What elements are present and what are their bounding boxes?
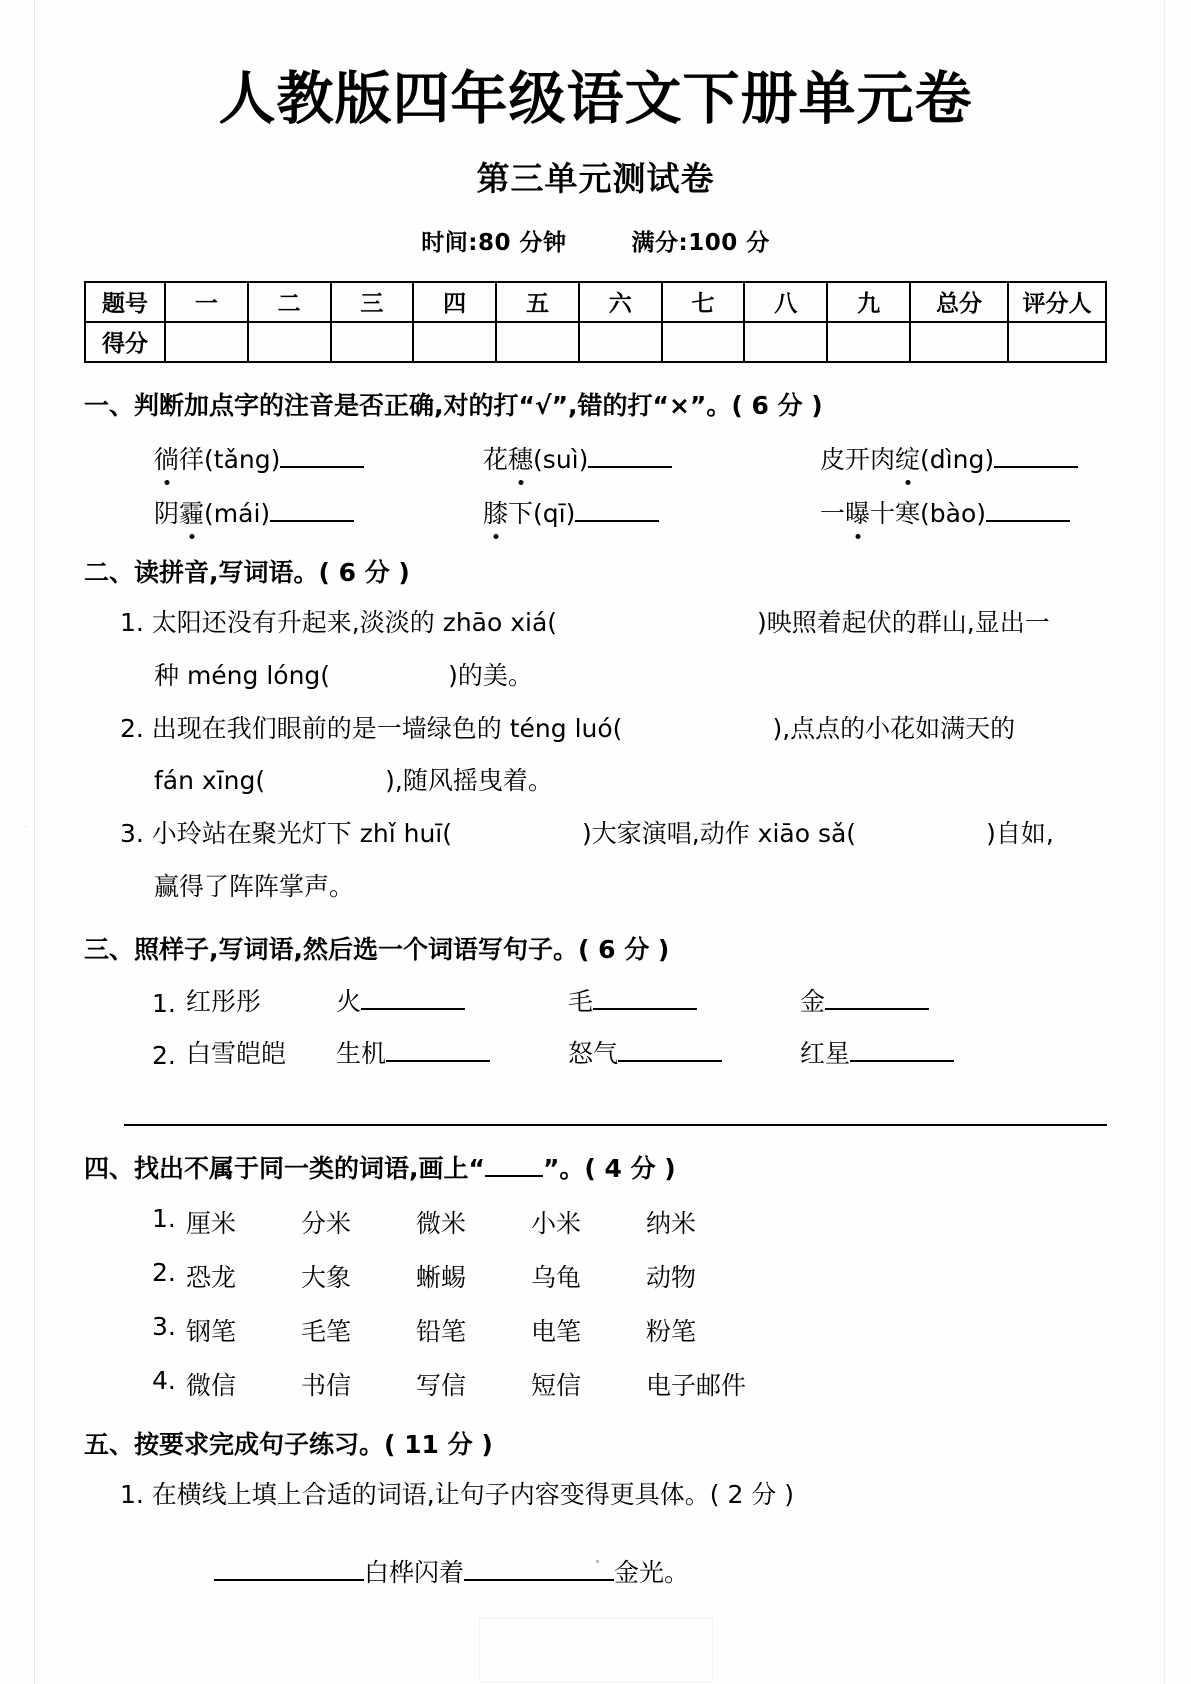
dotted-char: 霾 <box>179 494 204 530</box>
section-3-row-2-cell-1-blank[interactable] <box>386 1060 490 1062</box>
section-4-row-1-word-1[interactable]: 厘米 <box>186 1209 237 1239</box>
score-cell-2[interactable] <box>248 322 331 362</box>
section-2-q3-line2-a: 赢得了阵阵掌声。 <box>154 871 355 901</box>
section-3-row-1-cell-1-label: 火 <box>336 987 362 1017</box>
section-2-q3-line1-b: )大家演唱,动作 xiāo sǎ( <box>582 819 857 849</box>
section-2-heading: 二、读拼音,写词语。( 6 分 ) <box>84 558 410 588</box>
section-2-q2-line2-a: fán xīng( <box>154 766 266 796</box>
section-5-heading: 五、按要求完成句子练习。( 11 分 ) <box>84 1430 493 1460</box>
section-1-item-5 <box>441 494 770 530</box>
section-4-heading-tail: ”。( 4 分 ) <box>542 1154 676 1184</box>
score-table-header-row <box>85 282 1106 322</box>
score-cell-3[interactable] <box>331 322 414 362</box>
dotted-char: 膝 <box>483 494 508 530</box>
score-cell-4[interactable] <box>413 322 496 362</box>
score-cell-5[interactable] <box>496 322 579 362</box>
section-1-item-6-blank[interactable] <box>986 520 1070 522</box>
section-3-row-2-cell-2-label: 怒气 <box>568 1039 619 1069</box>
score-col-6: 六 <box>579 282 662 322</box>
section-4-row-4-index: 4. <box>152 1366 176 1396</box>
section-2-q3-line1-a: 3. 小玲站在聚光灯下 zhǐ huī( <box>120 819 452 849</box>
section-2-q3-line2 <box>84 868 1107 907</box>
paper-content <box>84 0 1107 1589</box>
section-5-fill-mid: 白桦闪着 <box>364 1557 465 1587</box>
paper-subtitle: 第三单元测试卷 <box>476 158 715 198</box>
section-2-q1-line1-b: )映照着起伏的群山,显出一 <box>757 608 1050 638</box>
section-2-q2-line2-b: ),随风摇曳着。 <box>385 766 553 796</box>
dotted-char: 穗 <box>508 440 533 476</box>
section-4-row-4-word-2[interactable]: 书信 <box>301 1371 352 1401</box>
section-1-row-1 <box>84 440 1107 476</box>
score-cell-7[interactable] <box>662 322 745 362</box>
section-3-row-1-index: 1. <box>152 989 176 1019</box>
time-limit-label: 时间:80 分钟 <box>421 229 567 256</box>
section-4-row-4-word-3[interactable]: 写信 <box>416 1371 467 1401</box>
section-1-item-6-word: 一曝十寒(bào) <box>820 499 986 528</box>
section-2-q2-line2 <box>84 762 1107 801</box>
section-2-q2-line1-a: 2. 出现在我们眼前的是一墙绿色的 téng luó( <box>120 713 623 743</box>
section-3-row-1-sample: 红彤彤 <box>186 987 262 1017</box>
section-1-item-5-word: 膝下(qī) <box>483 499 575 528</box>
section-1-item-2-blank[interactable] <box>588 466 672 468</box>
total-score-label: 满分:100 分 <box>631 229 770 256</box>
score-table <box>84 281 1107 363</box>
section-3-row-2-sample: 白雪皑皑 <box>186 1039 287 1069</box>
section-3-row-2-cell-2 <box>568 1034 800 1070</box>
section-4-row-3-word-3[interactable]: 铅笔 <box>416 1317 467 1347</box>
section-4-row-3-word-5[interactable]: 粉笔 <box>646 1317 697 1347</box>
footer-placeholder-box <box>479 1618 713 1682</box>
section-5-fill-end: 金光。 <box>614 1557 690 1587</box>
section-5-blank-1[interactable] <box>214 1579 364 1581</box>
score-col-8: 八 <box>744 282 827 322</box>
page-edge-artifact-left <box>34 0 35 1684</box>
section-4-heading-main: 四、找出不属于同一类的词语,画上“ <box>84 1154 485 1184</box>
page-title: 人教版四年级语文下册单元卷 <box>218 66 973 132</box>
section-1-item-1-word: 徜徉(tǎng) <box>154 445 280 474</box>
section-4-heading <box>84 1152 1107 1186</box>
section-1-item-1-blank[interactable] <box>280 466 364 468</box>
section-2-q3-line1-c: )自如, <box>986 819 1054 849</box>
page-edge-artifact-right <box>1164 0 1165 1684</box>
section-4-row-2-word-5[interactable]: 动物 <box>646 1263 697 1293</box>
section-4-row-2-word-1[interactable]: 恐龙 <box>186 1263 237 1293</box>
section-1-heading: 一、判断加点字的注音是否正确,对的打“√”,错的打“×”。( 6 分 ) <box>84 390 823 420</box>
section-3-row-2-cell-1-label: 生机 <box>336 1039 387 1069</box>
score-cell-grader[interactable] <box>1008 322 1106 362</box>
score-table-row-label-2: 得分 <box>85 322 165 362</box>
section-1-item-3-blank[interactable] <box>994 466 1078 468</box>
section-1-item-4 <box>120 494 441 530</box>
score-col-4: 四 <box>413 282 496 322</box>
score-col-2: 二 <box>248 282 331 322</box>
section-3-row-2-cell-1 <box>336 1034 568 1070</box>
section-3-row-1-cell-3 <box>800 982 1032 1018</box>
dotted-char: 绽 <box>895 440 920 476</box>
section-5-blank-2[interactable] <box>464 1579 614 1581</box>
section-4-row-1-word-4[interactable]: 小米 <box>531 1209 582 1239</box>
score-cell-9[interactable] <box>827 322 910 362</box>
section-4-row-3-index: 3. <box>152 1312 176 1342</box>
score-cell-6[interactable] <box>579 322 662 362</box>
score-table-row-label-1: 题号 <box>85 282 165 322</box>
score-col-total: 总分 <box>910 282 1008 322</box>
section-1-item-3 <box>770 440 1107 476</box>
section-2-q1-line2-b: )的美。 <box>448 660 533 690</box>
section-1-item-6 <box>770 494 1107 530</box>
section-1-item-1 <box>120 440 441 476</box>
section-2-q2-line1 <box>84 710 1107 749</box>
section-4-row-1 <box>84 1204 1107 1240</box>
section-3-sentence-writing-line[interactable] <box>124 1124 1107 1126</box>
section-4-row-2-word-3[interactable]: 蜥蜴 <box>416 1263 467 1293</box>
section-1-item-3-word: 皮开肉绽(dìng) <box>820 445 994 474</box>
section-2-q3-line1 <box>84 815 1107 854</box>
section-1-item-2 <box>441 440 770 476</box>
section-4-row-4-word-4[interactable]: 短信 <box>531 1371 582 1401</box>
section-2-q1-line1-a: 1. 太阳还没有升起来,淡淡的 zhāo xiá( <box>120 608 558 638</box>
section-3-heading: 三、照样子,写词语,然后选一个词语写句子。( 6 分 ) <box>84 934 670 964</box>
score-cell-total[interactable] <box>910 322 1008 362</box>
section-4-row-4-word-1[interactable]: 微信 <box>186 1371 237 1401</box>
section-3-row-2-cell-3 <box>800 1034 1032 1070</box>
section-3-row-1-cell-3-label: 金 <box>800 987 826 1017</box>
section-3-row-1-cell-1 <box>336 982 568 1018</box>
section-4-row-3 <box>84 1312 1107 1348</box>
dotted-char: 徜 <box>154 440 179 476</box>
section-4-row-4 <box>84 1366 1107 1402</box>
section-3-row-2-cell-2-blank[interactable] <box>618 1060 722 1062</box>
section-2-q1-line1 <box>84 604 1107 643</box>
section-4-row-3-word-1[interactable]: 钢笔 <box>186 1317 237 1347</box>
section-5-fill-line <box>84 1553 1107 1589</box>
score-cell-8[interactable] <box>744 322 827 362</box>
section-3-row-1-cell-2-label: 毛 <box>568 987 594 1017</box>
score-col-9: 九 <box>827 282 910 322</box>
section-2-q1-line2 <box>84 657 1107 696</box>
footer-speck <box>596 1560 599 1563</box>
scan-speck: · <box>24 822 28 833</box>
section-4-row-1-word-5[interactable]: 纳米 <box>646 1209 697 1239</box>
score-col-7: 七 <box>662 282 745 322</box>
section-3-row-2-cell-3-label: 红星 <box>800 1039 851 1069</box>
score-col-5: 五 <box>496 282 579 322</box>
section-4-heading-underline-sample <box>485 1175 543 1177</box>
section-3-row-1-cell-2-blank[interactable] <box>593 1008 697 1010</box>
section-1-item-4-blank[interactable] <box>270 520 354 522</box>
section-4-row-4-word-5[interactable]: 电子邮件 <box>646 1371 747 1401</box>
score-col-3: 三 <box>331 282 414 322</box>
section-1-row-2 <box>84 494 1107 530</box>
section-1-item-5-blank[interactable] <box>575 520 659 522</box>
exam-info <box>84 224 1107 257</box>
section-4-row-1-index: 1. <box>152 1204 176 1234</box>
section-3-row-1-cell-1-blank[interactable] <box>361 1008 465 1010</box>
section-3-row-2 <box>84 1034 1107 1070</box>
section-5-q1-text: 1. 在横线上填上合适的词语,让句子内容变得更具体。( 2 分 ) <box>120 1479 795 1509</box>
section-4-row-2-word-4[interactable]: 乌龟 <box>531 1263 582 1293</box>
score-table-value-row <box>85 322 1106 362</box>
section-4-row-3-word-2[interactable]: 毛笔 <box>301 1317 352 1347</box>
dotted-char: 曝 <box>845 494 870 530</box>
section-3-row-1-cell-3-blank[interactable] <box>825 1008 929 1010</box>
section-3-row-2-index: 2. <box>152 1041 176 1071</box>
section-1-item-2-word: 花穗(suì) <box>483 445 588 474</box>
section-3-row-1 <box>84 982 1107 1018</box>
section-1-item-4-word: 阴霾(mái) <box>154 499 270 528</box>
section-2-q2-line1-b: ),点点的小花如满天的 <box>772 713 1016 743</box>
section-2-q1-line2-a: 种 méng lóng( <box>154 660 331 690</box>
section-3-row-2-cell-3-blank[interactable] <box>850 1060 954 1062</box>
score-cell-1[interactable] <box>165 322 248 362</box>
section-3-row-1-cell-2 <box>568 982 800 1018</box>
section-4-row-2 <box>84 1258 1107 1294</box>
section-4-row-2-index: 2. <box>152 1258 176 1288</box>
section-4-row-1-word-2[interactable]: 分米 <box>301 1209 352 1239</box>
score-col-1: 一 <box>165 282 248 322</box>
score-col-grader: 评分人 <box>1008 282 1106 322</box>
section-4-row-3-word-4[interactable]: 电笔 <box>531 1317 582 1347</box>
section-4-row-1-word-3[interactable]: 微米 <box>416 1209 467 1239</box>
section-4-row-2-word-2[interactable]: 大象 <box>301 1263 352 1293</box>
